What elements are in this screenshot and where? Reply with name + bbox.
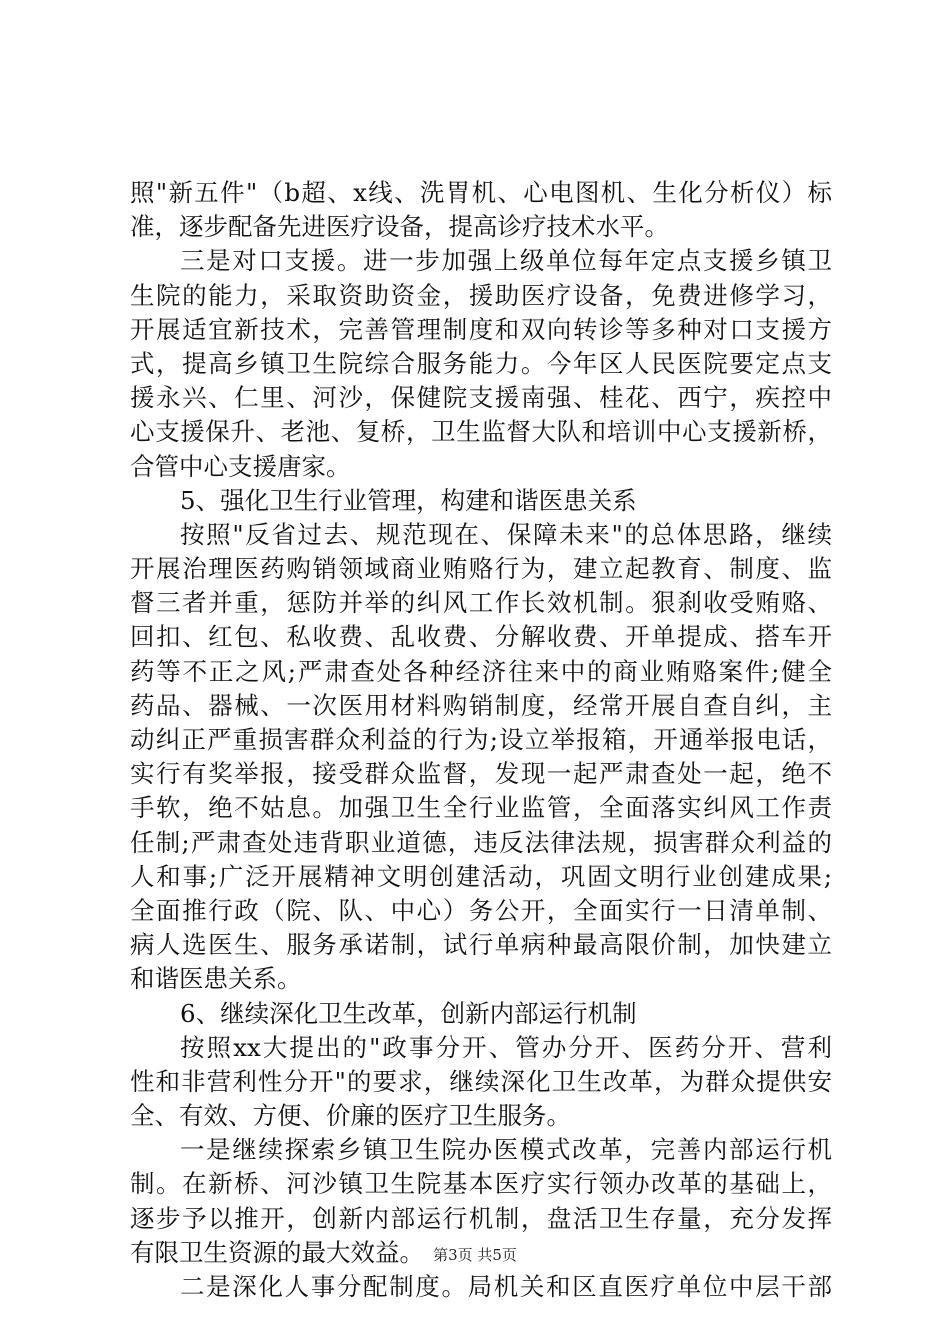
text-line: 准，逐步配备先进医疗设备，提高诊疗技术水平。 (130, 212, 669, 242)
text-line: 全面推行政（院、队、中心）务公开，全面实行一日清单制、 (130, 895, 832, 925)
text-line: 回扣、红包、私收费、乱收费、分解收费、开单提成、搭车开 (130, 622, 832, 652)
text-line: 人和事;广泛开展精神文明创建活动，巩固文明行业创建成果; (130, 861, 832, 891)
text-line: 一是继续探索乡镇卫生院办医模式改革，完善内部运行机 (180, 1135, 832, 1165)
text-line: 心支援保升、老池、复桥，卫生监督大队和培训中心支援新桥， (130, 417, 832, 447)
text-line: 开展治理医药购销领域商业贿赂行为，建立起教育、制度、监 (130, 554, 832, 584)
text-line: 有限卫生资源的最大效益。 (130, 1237, 424, 1267)
text-line: 式，提高乡镇卫生院综合服务能力。今年区人民医院要定点支 (130, 348, 832, 378)
text-line: 二是深化人事分配制度。局机关和区直医疗单位中层干部 (180, 1272, 832, 1301)
text-line: 照"新五件"（b超、x线、洗胃机、心电图机、生化分析仪）标 (130, 178, 832, 207)
text-line: 实行有奖举报，接受群众监督，发现一起严肃查处一起，绝不 (130, 759, 832, 789)
text-line: 合管中心支援唐家。 (130, 451, 351, 481)
text-line: 援永兴、仁里、河沙，保健院支援南强、桂花、西宁，疾控中 (130, 383, 832, 413)
text-line: 逐步予以推开，创新内部运行机制，盘活卫生存量，充分发挥 (130, 1203, 832, 1233)
text-line: 三是对口支援。进一步加强上级单位每年定点支援乡镇卫 (180, 246, 832, 276)
text-line: 生院的能力，采取资助资金，援助医疗设备，免费进修学习， (130, 280, 832, 310)
text-line: 药品、器械、一次医用材料购销制度，经常开展自查自纠，主 (130, 690, 832, 720)
text-line: 性和非营利性分开"的要求，继续深化卫生改革，为群众提供安 (130, 1066, 832, 1096)
text-line: 开展适宜新技术，完善管理制度和双向转诊等多种对口支援方 (130, 314, 832, 344)
text-line: 和谐医患关系。 (130, 964, 302, 994)
document-body (130, 176, 832, 1304)
text-line: 按照xx大提出的"政事分开、管办分开、医药分开、营利 (180, 1032, 832, 1062)
section-heading: 5、强化卫生行业管理，构建和谐医患关系 (180, 485, 637, 515)
text-line: 药等不正之风;严肃查处各种经济往来中的商业贿赂案件;健全 (130, 656, 832, 686)
page-footer: 第3页 共5页 (433, 1246, 517, 1264)
text-line: 督三者并重，惩防并举的纠风工作长效机制。狠刹收受贿赂、 (130, 588, 832, 618)
text-line: 动纠正严重损害群众利益的行为;设立举报箱，开通举报电话， (130, 725, 832, 754)
text-line: 全、有效、方便、价廉的医疗卫生服务。 (130, 1101, 571, 1131)
section-heading: 6、继续深化卫生改革，创新内部运行机制 (180, 998, 637, 1028)
text-line: 病人选医生、服务承诺制，试行单病种最高限价制，加快建立 (130, 930, 832, 960)
text-line: 按照"反省过去、规范现在、保障未来"的总体思路，继续 (180, 519, 832, 549)
text-line: 制。在新桥、河沙镇卫生院基本医疗实行领办改革的基础上， (130, 1169, 832, 1199)
text-line: 手软，绝不姑息。加强卫生全行业监管，全面落实纠风工作责 (130, 793, 832, 823)
text-line: 任制;严肃查处违背职业道德，违反法律法规，损害群众利益的 (130, 827, 832, 857)
